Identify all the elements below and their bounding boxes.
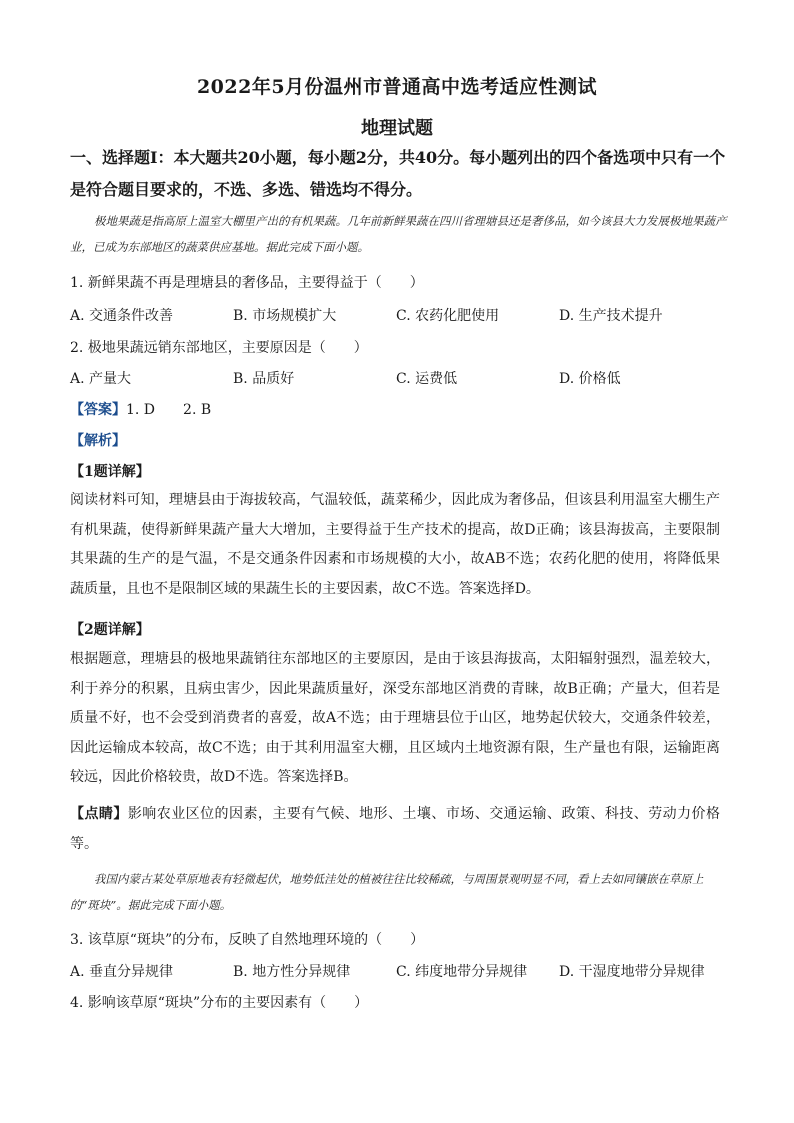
q2-option-a: A. 产量大 — [70, 371, 132, 387]
question-2-stem: 2. 极地果蔬远销东部地区，主要原因是（ ） — [70, 340, 368, 356]
question-2-options — [70, 369, 730, 389]
q2-detail-heading: 【2题详解】 — [70, 622, 150, 638]
q3-option-d: D. 干湿度地带分异规律 — [559, 964, 705, 980]
answer-line — [70, 400, 730, 420]
q1-detail-text: 阅读材料可知，理塘县由于海拔较高，气温较低，蔬菜稀少，因此成为奢侈品，但该县利用温室大棚生产有机果蔬，使得新鲜果蔬产量大大增加，主要得益于生产技术的提高，故D正确；该县海拔高，主要限制其果蔬的生产的是气温，不是交通条件因素和市场规模的大小，故AB不选；农药化肥的使用，将降低果蔬质量，且也不是限制区域的果蔬生长的主要因素，故C不选。答案选择D。 — [70, 492, 720, 597]
q2-option-d: D. 价格低 — [559, 371, 621, 387]
passage-2: 我国内蒙古某处草原地表有轻微起伏，地势低洼处的植被往往比较稀疏，与周围景观明显不同，看上去如同镶嵌在草原上的“斑块”。据此完成下面小题。 — [70, 872, 704, 912]
analysis-heading — [70, 431, 730, 451]
analysis-label: 【解析】 — [70, 433, 126, 449]
exam-subtitle: 地理试题 — [361, 118, 433, 139]
q1-option-b: B. 市场规模扩大 — [233, 308, 337, 324]
answer-label: 【答案】 — [70, 402, 126, 418]
question-4-stem: 4. 影响该草原“斑块”分布的主要因素有（ ） — [70, 995, 369, 1011]
q3-option-b: B. 地方性分异规律 — [233, 964, 351, 980]
comment-paragraph — [70, 800, 720, 859]
q2-option-b: B. 品质好 — [233, 371, 295, 387]
section-heading: 一、选择题Ⅰ：本大题共20小题，每小题2分，共40分。每小题列出的四个备选项中只有一个是符合题目要求的，不选、多选、错选均不得分。 — [70, 148, 726, 199]
q1-option-d: D. 生产技术提升 — [559, 308, 663, 324]
question-3-options — [70, 962, 730, 982]
q3-option-c: C. 纬度地带分异规律 — [396, 964, 528, 980]
q2-detail-text: 根据题意，理塘县的极地果蔬销往东部地区的主要原因，是由于该县海拔高，太阳辐射强烈，温差较大，利于养分的积累，且病虫害少，因此果蔬质量好，深受东部地区消费的青睐，故B正确；产量大，但若是质量不好，也不会受到消费者的喜爱，故A不选；由于理塘县位于山区，地势起伏较大，交通条件较差，因此运输成本较高，故C不选；由于其利用温室大棚，且区域内土地资源有限，生产量也有限，运输距离较远，因此价格较贵，故D不选。答案选择B。 — [70, 651, 720, 785]
answer-value: 1. D 2. B — [126, 402, 212, 418]
q1-option-a: A. 交通条件改善 — [70, 308, 174, 324]
exam-title: 2022年5月份温州市普通高中选考适应性测试 — [196, 76, 598, 98]
q2-option-c: C. 运费低 — [396, 371, 458, 387]
passage-1: 极地果蔬是指高原上温室大棚里产出的有机果蔬。几年前新鲜果蔬在四川省理塘县还是奢侈品，如今该县大力发展极地果蔬产业，已成为东部地区的蔬菜供应基地。据此完成下面小题。 — [70, 214, 727, 254]
question-3-stem: 3. 该草原“斑块”的分布，反映了自然地理环境的（ ） — [70, 932, 425, 948]
comment-label: 【点睛】 — [70, 806, 128, 822]
question-1-options — [70, 306, 730, 326]
question-1-stem: 1. 新鲜果蔬不再是理塘县的奢侈品，主要得益于（ ） — [70, 275, 424, 291]
comment-text: 影响农业区位的因素，主要有气候、地形、土壤、市场、交通运输、政策、科技、劳动力价格等。 — [70, 806, 721, 852]
q3-option-a: A. 垂直分异规律 — [70, 964, 174, 980]
q1-detail-heading: 【1题详解】 — [70, 464, 150, 480]
q1-option-c: C. 农药化肥使用 — [396, 308, 500, 324]
